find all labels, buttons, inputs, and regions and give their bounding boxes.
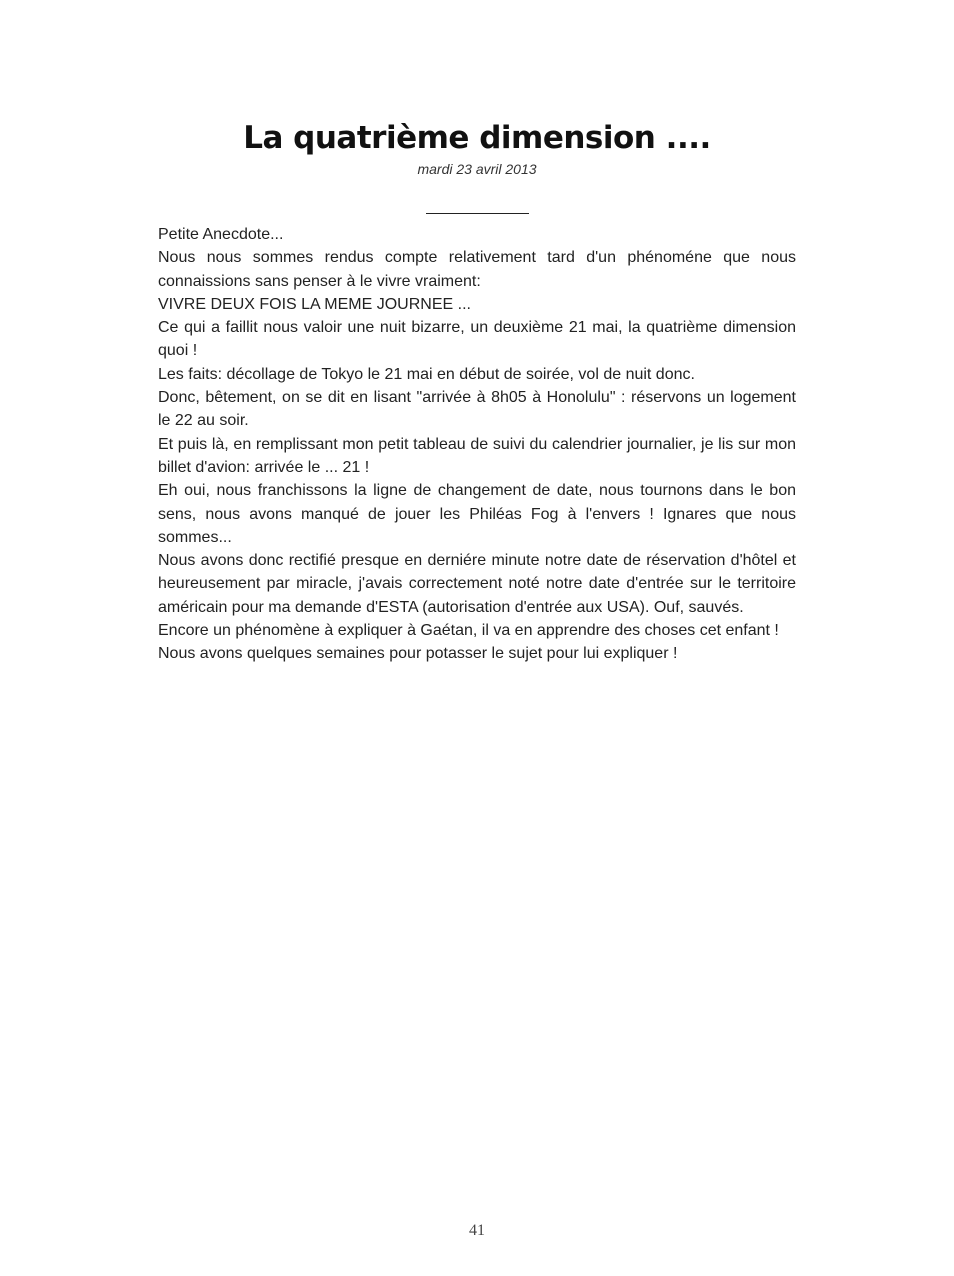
page-title: La quatrième dimension .... xyxy=(243,120,711,156)
post-date: mardi 23 avril 2013 xyxy=(417,161,537,177)
paragraph: Nous nous sommes rendus compte relativement tard d'un phénoméne que nous connaissions sans penser à le vivre vraiment: xyxy=(158,249,796,290)
paragraph: VIVRE DEUX FOIS LA MEME JOURNEE ... xyxy=(158,295,471,313)
paragraph: Les faits: décollage de Tokyo le 21 mai en début de soirée, vol de nuit donc. xyxy=(158,365,695,383)
paragraph: Nous avons quelques semaines pour potasser le sujet pour lui expliquer ! xyxy=(158,645,678,663)
article-body xyxy=(158,223,796,666)
page-number: 41 xyxy=(469,1222,485,1239)
paragraph: Nous avons donc rectifié presque en derniére minute notre date de réservation d'hôtel et heureusement par miracle, j'avais correctement noté notre date d'entrée sur le territoire américain pour ma demande d'ESTA (autorisation d'entrée aux USA). Ouf, sauvés. xyxy=(158,552,796,616)
paragraph: Eh oui, nous franchissons la ligne de changement de date, nous tournons dans le bon sens, nous avons manqué de jouer les Philéas Fog à l'envers ! Ignares que nous sommes... xyxy=(158,482,796,546)
paragraph: Donc, bêtement, on se dit en lisant "arrivée à 8h05 à Honolulu" : réservons un logement le 22 au soir. xyxy=(158,389,796,430)
paragraph: Et puis là, en remplissant mon petit tableau de suivi du calendrier journalier, je lis sur mon billet d'avion: arrivée le ... 21 ! xyxy=(158,435,796,476)
title-separator xyxy=(426,213,529,214)
paragraph: Petite Anecdote... xyxy=(158,226,284,243)
paragraph: Ce qui a faillit nous valoir une nuit bizarre, un deuxième 21 mai, la quatrième dimension quoi ! xyxy=(158,319,796,360)
paragraph: Encore un phénomène à expliquer à Gaétan, il va en apprendre des choses cet enfant ! xyxy=(158,622,779,640)
